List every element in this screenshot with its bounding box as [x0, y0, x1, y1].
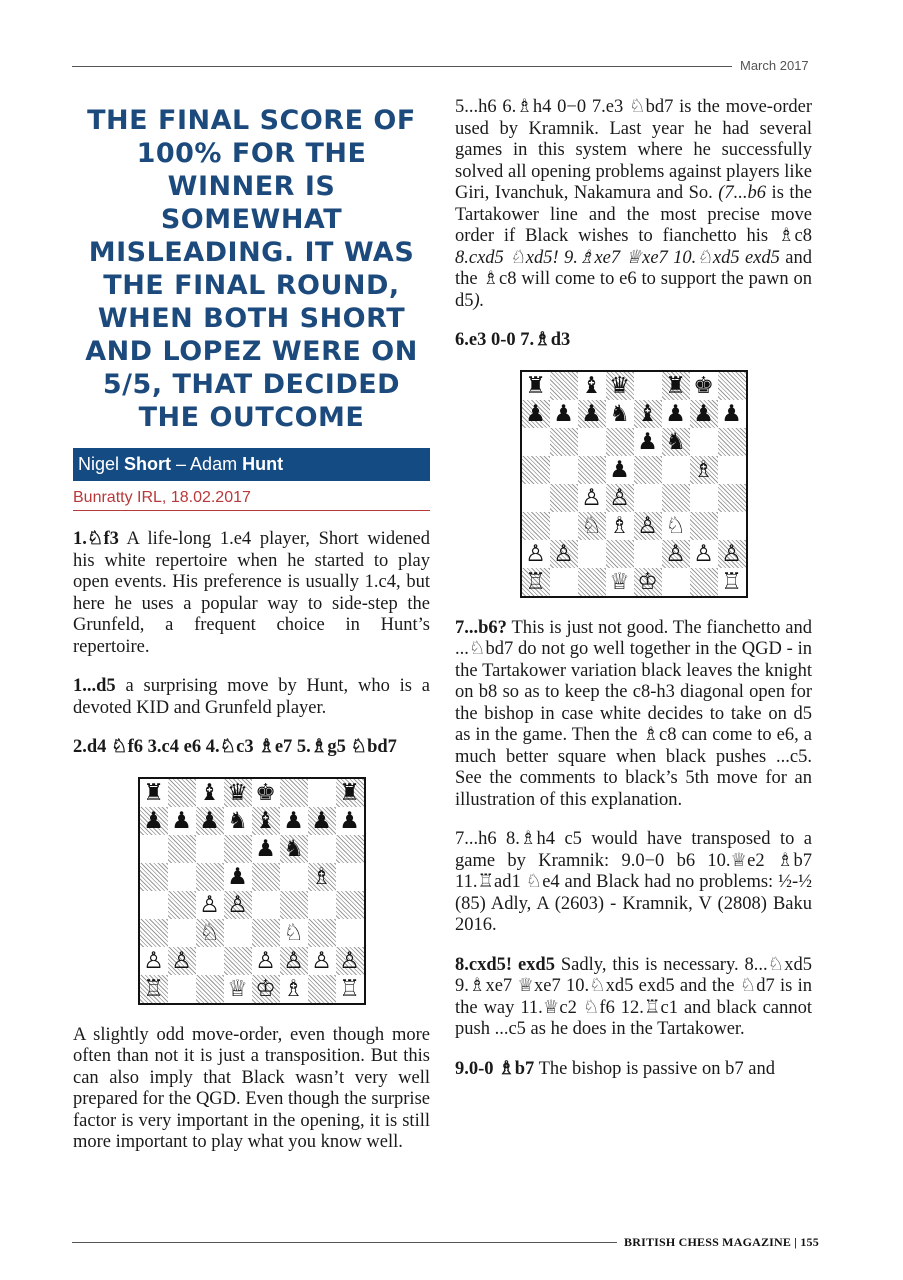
board2-square: [550, 568, 578, 596]
board2-square: [662, 456, 690, 484]
chess-piece-icon: ♔: [255, 975, 276, 1002]
board1-square: [168, 807, 196, 835]
move-text: 7...b6?: [455, 617, 507, 638]
board1-square: [168, 975, 196, 1003]
board2-square: [690, 512, 718, 540]
annotation-paragraph: [455, 618, 812, 812]
board1-square: [336, 975, 364, 1003]
white-last-name: Short: [124, 454, 172, 474]
chess-piece-icon: ♘: [283, 919, 304, 946]
board1-square: [336, 863, 364, 891]
board1-square: [224, 891, 252, 919]
comment-text: 5...h6 6.♗h4 0−0 7.e3 ♘bd7 is the move-order used by Kramnik. Last year he had several games in this system where he successfully solved all opening problems against players like Giri, Ivanchuk, Nakamura and So.: [455, 97, 812, 203]
board1-square: [280, 975, 308, 1003]
comment-text: Sadly, this is necessary. 8...♘xd5 9.♗xe7 ♕xe7 10.♘xd5 exd5 and the ♘d7 is in the way 11.♕c2 ♘f6 12.♖c1 and black cannot push ...c5 as he does in the Tartakower.: [455, 954, 812, 1039]
board1-square: [336, 835, 364, 863]
chess-piece-icon: ♟: [665, 400, 686, 427]
comment-text: is the Tartakower line and the most precise move order if Black wishes to fianchetto his ♗c8: [455, 183, 812, 246]
board1-square: [140, 919, 168, 947]
chess-piece-icon: ♟: [721, 400, 742, 427]
chess-piece-icon: ♙: [255, 947, 276, 974]
board1-square: [252, 919, 280, 947]
board2-square: [550, 428, 578, 456]
board2-square: [634, 372, 662, 400]
move-text: 1...d5: [73, 676, 116, 696]
chess-piece-icon: ♛: [609, 372, 630, 399]
board2-square: [550, 372, 578, 400]
board2-square: [606, 456, 634, 484]
footer-rule: [72, 1242, 617, 1243]
chess-piece-icon: ♖: [339, 975, 360, 1002]
chess-piece-icon: ♟: [637, 428, 658, 455]
chess-piece-icon: ♙: [553, 540, 574, 567]
black-last-name: Hunt: [242, 454, 284, 474]
board1-square: [280, 863, 308, 891]
moves-paragraph: 2.d4 ♘f6 3.c4 e6 4.♘c3 ♗e7 5.♗g5 ♘bd7: [73, 737, 397, 757]
board2-square: [550, 456, 578, 484]
board2-square: [718, 372, 746, 400]
chess-piece-icon: ♙: [339, 947, 360, 974]
chess-piece-icon: ♟: [609, 456, 630, 483]
board2-square: [718, 568, 746, 596]
board1-square: [196, 891, 224, 919]
chess-piece-icon: ♗: [609, 512, 630, 539]
board2-square: [522, 428, 550, 456]
board2-square: [578, 568, 606, 596]
chess-piece-icon: ♙: [693, 540, 714, 567]
board2-square: [522, 484, 550, 512]
chess-piece-icon: ♙: [227, 891, 248, 918]
right-column: [455, 97, 812, 1098]
move-text: 8.cxd5! exd5: [455, 954, 555, 975]
board1-square: [224, 975, 252, 1003]
chess-piece-icon: ♞: [227, 807, 248, 834]
chess-piece-icon: ♚: [693, 372, 714, 399]
board2-square: [550, 400, 578, 428]
chess-piece-icon: ♜: [525, 372, 546, 399]
white-first-name: Nigel: [78, 454, 125, 474]
board2-square: [690, 484, 718, 512]
board2-square: [606, 512, 634, 540]
chess-piece-icon: ♝: [255, 807, 276, 834]
board2-square: [578, 512, 606, 540]
chess-piece-icon: ♝: [581, 372, 602, 399]
board1-square: [252, 835, 280, 863]
chess-piece-icon: ♖: [143, 975, 164, 1002]
board1-square: [196, 779, 224, 807]
chess-piece-icon: ♟: [693, 400, 714, 427]
board1-square: [168, 919, 196, 947]
board1-square: [252, 863, 280, 891]
board2-square: [634, 484, 662, 512]
board2-square: [522, 400, 550, 428]
board2-square: [606, 428, 634, 456]
board2-square: [690, 456, 718, 484]
chess-piece-icon: ♟: [171, 807, 192, 834]
board1-square: [336, 947, 364, 975]
italic-text: 8.cxd5 ♘xd5! 9.♗xe7 ♕xe7 10.♘xd5 exd5: [455, 247, 780, 268]
chess-piece-icon: ♙: [199, 891, 220, 918]
comment-text: and the ♗c8 will come to e6 to support the pawn on d5: [455, 247, 812, 311]
left-column: [73, 104, 430, 1172]
board2-square: [550, 512, 578, 540]
chess-piece-icon: ♙: [143, 947, 164, 974]
board2-square: [718, 456, 746, 484]
board1-square: [140, 779, 168, 807]
annotation-paragraph: [73, 529, 430, 658]
board2-square: [634, 428, 662, 456]
board1-square: [196, 919, 224, 947]
chess-piece-icon: ♙: [171, 947, 192, 974]
chess-piece-icon: ♙: [721, 540, 742, 567]
board1-square: [308, 891, 336, 919]
board1-square: [196, 863, 224, 891]
board2-square: [634, 568, 662, 596]
board1-square: [252, 779, 280, 807]
board2-square: [578, 372, 606, 400]
chess-piece-icon: ♚: [255, 779, 276, 806]
comment-text: The bishop is passive on b7 and: [534, 1058, 775, 1079]
board2-square: [578, 456, 606, 484]
pull-quote: THE FINAL SCORE OF 100% FOR THE WINNER IS SOMEWHAT MISLEADING. IT WAS THE FINAL ROUND, WHEN BOTH SHORT AND LOPEZ WERE ON 5/5, THAT DECIDED THE OUTCOME: [85, 105, 418, 433]
board1-square: [336, 891, 364, 919]
board1-square: [224, 919, 252, 947]
chess-piece-icon: ♙: [283, 947, 304, 974]
board1-square: [308, 835, 336, 863]
board2-square: [718, 540, 746, 568]
chess-piece-icon: ♔: [637, 568, 658, 595]
italic-text: (7...b6: [718, 183, 767, 203]
board2-square: [634, 456, 662, 484]
board2-square: [634, 400, 662, 428]
board2-square: [606, 540, 634, 568]
chess-piece-icon: ♟: [553, 400, 574, 427]
game-event: Bunratty IRL, 18.02.2017: [73, 489, 430, 511]
chess-piece-icon: ♖: [721, 568, 742, 595]
board1-square: [252, 891, 280, 919]
comment-text: a surprising move by Hunt, who is a devoted KID and Grunfeld player.: [73, 676, 430, 718]
board2-square: [718, 400, 746, 428]
board2-square: [662, 428, 690, 456]
board1-square: [280, 779, 308, 807]
annotation-paragraph: [455, 97, 812, 312]
board2-square: [690, 428, 718, 456]
board1-square: [252, 975, 280, 1003]
board2-square: [718, 512, 746, 540]
board1-square: [140, 807, 168, 835]
board2-square: [690, 540, 718, 568]
chess-piece-icon: ♜: [665, 372, 686, 399]
board1-square: [168, 891, 196, 919]
board1-square: [168, 947, 196, 975]
board1-square: [336, 779, 364, 807]
chess-piece-icon: ♘: [199, 919, 220, 946]
board1-square: [308, 779, 336, 807]
board2-square: [690, 568, 718, 596]
chess-piece-icon: ♟: [581, 400, 602, 427]
board2-square: [662, 540, 690, 568]
chess-piece-icon: ♘: [665, 512, 686, 539]
board1-square: [168, 835, 196, 863]
board1-square: [280, 807, 308, 835]
board1-square: [336, 919, 364, 947]
chess-piece-icon: ♕: [609, 568, 630, 595]
board2-square: [522, 512, 550, 540]
chess-piece-icon: ♟: [227, 863, 248, 890]
board1-square: [280, 947, 308, 975]
board1-square: [224, 835, 252, 863]
board1-square: [308, 919, 336, 947]
board2-square: [522, 568, 550, 596]
board1-square: [280, 891, 308, 919]
chess-piece-icon: ♟: [283, 807, 304, 834]
board2-square: [550, 484, 578, 512]
chess-piece-icon: ♝: [199, 779, 220, 806]
annotation-paragraph: [455, 1059, 812, 1081]
board2-square: [578, 540, 606, 568]
comment-text: A life-long 1.e4 player, Short widened his white repertoire when he started to play open events. His preference is usually 1.c4, but here he uses a popular way to side-step the Grunfeld, a frequent choice in Hunt’s repertoire.: [73, 529, 430, 657]
chess-piece-icon: ♝: [637, 400, 658, 427]
board2-square: [718, 428, 746, 456]
board2-square: [718, 484, 746, 512]
board1-square: [224, 779, 252, 807]
board2-square: [522, 456, 550, 484]
board2-square: [690, 400, 718, 428]
board2-square: [606, 372, 634, 400]
board2-square: [550, 540, 578, 568]
annotation-paragraph: [73, 676, 430, 719]
chess-piece-icon: ♙: [665, 540, 686, 567]
chess-piece-icon: ♟: [255, 835, 276, 862]
move-text: 1.♘f3: [73, 529, 119, 549]
board2-square: [606, 484, 634, 512]
board1-square: [224, 863, 252, 891]
comment-text: This is just not good. The fianchetto and ...♘bd7 do not go well together in the QGD - in the Tartakower variation black leaves the knight on b8 so as to keep the c8-h3 diagonal open for the bishop in case white decides to take on d5 as in the game. Then the ♗c8 can come to e6, a much better square when black pushes ...c5. See the comments to black’s 5th move for an illustration of this explanation.: [455, 617, 812, 810]
chess-piece-icon: ♗: [283, 975, 304, 1002]
header-rule: [72, 66, 732, 67]
board1-square: [140, 835, 168, 863]
board1-square: [224, 807, 252, 835]
board2-square: [634, 512, 662, 540]
board1-square: [196, 975, 224, 1003]
board2-square: [606, 400, 634, 428]
game-players-bar: [73, 448, 430, 481]
chess-piece-icon: ♞: [665, 428, 686, 455]
board1-square: [308, 807, 336, 835]
chess-piece-icon: ♙: [581, 484, 602, 511]
board1-square: [336, 807, 364, 835]
board1-square: [224, 947, 252, 975]
chess-piece-icon: ♟: [143, 807, 164, 834]
board1-square: [140, 975, 168, 1003]
italic-text: ).: [473, 290, 485, 311]
board1-square: [140, 863, 168, 891]
chess-diagram-2: [520, 370, 748, 598]
chess-piece-icon: ♙: [525, 540, 546, 567]
board1-square: [196, 947, 224, 975]
chess-piece-icon: ♟: [311, 807, 332, 834]
board1-square: [280, 835, 308, 863]
board1-square: [140, 891, 168, 919]
board1-square: [196, 835, 224, 863]
board2-square: [578, 428, 606, 456]
chess-piece-icon: ♙: [609, 484, 630, 511]
board1-square: [252, 947, 280, 975]
board1-square: [308, 975, 336, 1003]
board2-square: [634, 540, 662, 568]
chess-piece-icon: ♗: [311, 863, 332, 890]
board1-square: [308, 947, 336, 975]
board2-square: [578, 400, 606, 428]
board2-square: [662, 512, 690, 540]
chess-piece-icon: ♜: [143, 779, 164, 806]
chess-piece-icon: ♞: [283, 835, 304, 862]
annotation-paragraph: [455, 955, 812, 1041]
board2-square: [522, 540, 550, 568]
annotation-paragraph: 7...h6 8.♗h4 c5 would have transposed to a game by Kramnik: 9.0−0 b6 10.♕e2 ♗b7 11.♖ad1 ♘e4 and Black had no problems: ½-½ (85) Adly, A (2603) - Kramnik, V (2808) Baku 2016.: [455, 829, 812, 935]
board2-square: [578, 484, 606, 512]
board1-square: [280, 919, 308, 947]
board2-square: [662, 372, 690, 400]
chess-piece-icon: ♞: [609, 400, 630, 427]
board1-square: [196, 807, 224, 835]
chess-piece-icon: ♙: [311, 947, 332, 974]
chess-piece-icon: ♕: [227, 975, 248, 1002]
board1-square: [168, 863, 196, 891]
chess-piece-icon: ♛: [227, 779, 248, 806]
board2-square: [662, 400, 690, 428]
chess-piece-icon: ♟: [199, 807, 220, 834]
move-text: 9.0-0 ♗b7: [455, 1058, 535, 1079]
footer-magazine-page: BRITISH CHESS MAGAZINE | 155: [624, 1235, 819, 1249]
chess-piece-icon: ♙: [637, 512, 658, 539]
chess-piece-icon: ♜: [339, 779, 360, 806]
chess-piece-icon: ♖: [525, 568, 546, 595]
moves-paragraph: 6.e3 0-0 7.♗d3: [455, 330, 571, 350]
board2-square: [690, 372, 718, 400]
chess-piece-icon: ♗: [693, 456, 714, 483]
annotation-paragraph: A slightly odd move-order, even though more often than not it is just a transposition. But this can also imply that Black wasn’t very well prepared for the QGD. Even though the surprise factor is very important in the opening, it is still more important to play what you know well.: [73, 1024, 430, 1152]
board1-square: [252, 807, 280, 835]
chess-piece-icon: ♘: [581, 512, 602, 539]
board1-square: [168, 779, 196, 807]
board2-square: [606, 568, 634, 596]
chess-diagram-1: [138, 777, 366, 1005]
board2-square: [662, 484, 690, 512]
chess-piece-icon: ♟: [525, 400, 546, 427]
board2-square: [522, 372, 550, 400]
players-separator: – Adam: [171, 454, 243, 474]
board1-square: [140, 947, 168, 975]
board2-square: [662, 568, 690, 596]
board1-square: [308, 863, 336, 891]
chess-piece-icon: ♟: [339, 807, 360, 834]
issue-date: March 2017: [740, 58, 809, 73]
